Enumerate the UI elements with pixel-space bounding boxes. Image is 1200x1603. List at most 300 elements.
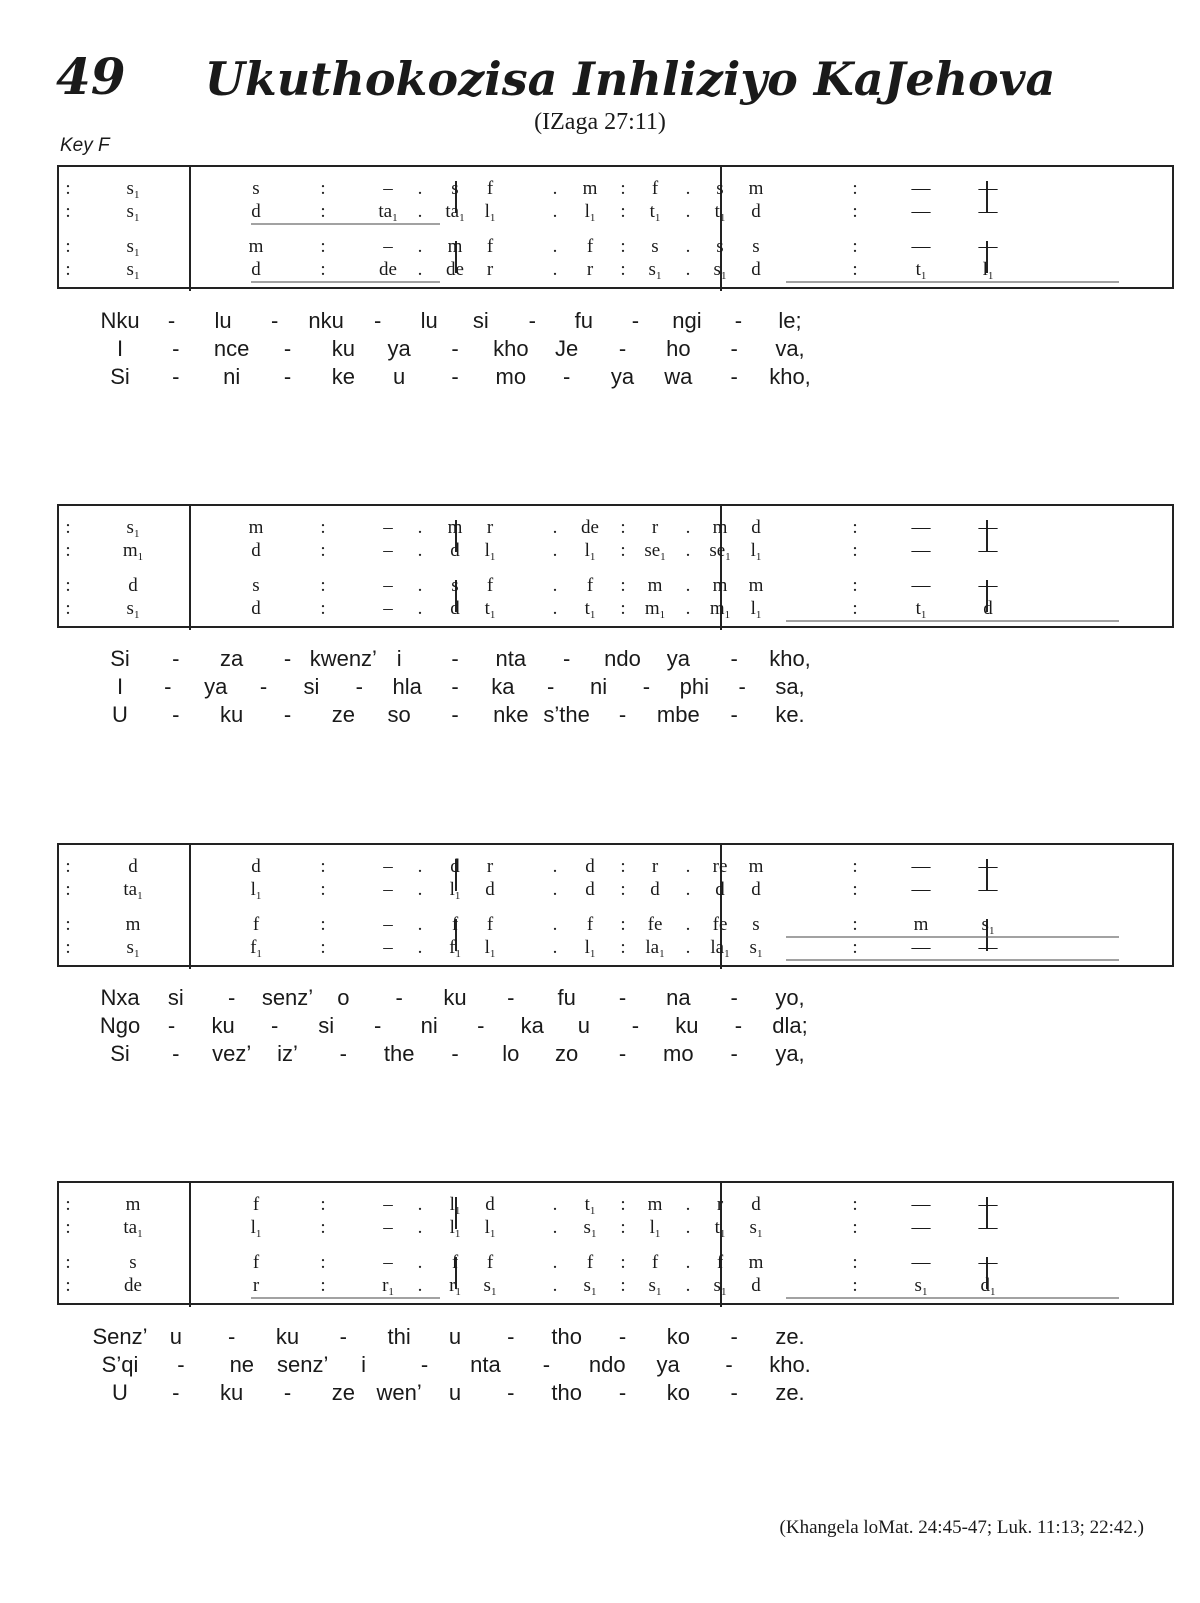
- lyric-syllable: phi: [679, 674, 709, 699]
- measure-colon: :: [65, 540, 71, 561]
- note-token: —: [978, 517, 998, 538]
- lyric-hyphen: -: [547, 674, 555, 699]
- note-token: :: [852, 1275, 858, 1296]
- lyric-hyphen: -: [542, 1352, 551, 1377]
- note-token: fe: [647, 914, 663, 935]
- note-token: $l_1$: [449, 1217, 461, 1240]
- note-token: :: [620, 1217, 626, 1238]
- note-token: —: [911, 575, 931, 596]
- lyric-syllable: le;: [778, 308, 802, 333]
- note-token: m: [125, 914, 141, 935]
- lyric-syllable: Nku: [100, 308, 140, 333]
- lyric-hyphen: -: [730, 1041, 738, 1066]
- note-token: :: [320, 937, 326, 958]
- note-token: :: [620, 236, 626, 257]
- music-system-3: [57, 843, 1174, 967]
- lyric-hyphen: -: [451, 674, 459, 699]
- lyric-syllable: ze.: [775, 1380, 805, 1405]
- note-token: :: [852, 517, 858, 538]
- note-token: f: [586, 236, 594, 257]
- note-token: —: [911, 236, 931, 257]
- note-token: r: [651, 517, 659, 538]
- note-token: $l_1$: [449, 879, 461, 902]
- note-token: $t_1$: [649, 201, 661, 224]
- note-token: $m_1$: [644, 598, 666, 621]
- lyric-line: [0, 648, 1200, 676]
- lyric-hyphen: -: [730, 1380, 738, 1405]
- lyric-syllable: ku: [220, 1380, 244, 1405]
- lyric-hyphen: -: [618, 702, 627, 727]
- lyric-syllable: yo,: [775, 985, 805, 1010]
- note-token: $ta_1$: [378, 201, 398, 224]
- lyric-syllable: ze: [331, 702, 355, 727]
- note-token: s: [451, 178, 459, 199]
- lyric-syllable: ni: [590, 674, 608, 699]
- lyric-syllable: zo: [555, 1041, 579, 1066]
- note-token: :: [852, 856, 858, 877]
- note-token: –: [383, 1252, 393, 1273]
- note-token: m: [712, 517, 728, 538]
- lyric-syllable: Si: [110, 646, 130, 671]
- note-token: $t_1$: [915, 598, 927, 621]
- note-token: $t_1$: [484, 598, 496, 621]
- lyric-syllable: ka: [520, 1013, 544, 1038]
- lyric-syllable: ko: [666, 1324, 690, 1349]
- lyric-syllable: ka: [491, 674, 515, 699]
- lyric-hyphen: -: [172, 1041, 180, 1066]
- note-token: f: [486, 575, 494, 596]
- note-token: :: [320, 879, 326, 900]
- note-token: $ta_1$: [123, 1217, 143, 1240]
- note-token: $s_1$: [749, 937, 763, 960]
- note-token: $r_1$: [382, 1275, 394, 1298]
- note-token: .: [417, 879, 423, 900]
- lyric-hyphen: -: [227, 985, 236, 1010]
- note-token: $f_1$: [250, 937, 262, 960]
- lyric-syllable: mbe: [656, 702, 700, 727]
- note-token: —: [978, 236, 998, 257]
- note-token: :: [852, 201, 858, 222]
- lyric-syllable: i: [361, 1352, 367, 1377]
- lyric-syllable: senz’: [277, 1352, 329, 1377]
- lyric-syllable: ke: [331, 364, 355, 389]
- note-token: $s_1$: [981, 914, 995, 937]
- note-token: r: [486, 517, 494, 538]
- lyric-syllable: fu: [574, 308, 594, 333]
- note-token: d: [585, 856, 595, 877]
- note-token: :: [620, 178, 626, 199]
- note-token: :: [320, 598, 326, 619]
- note-token: :: [852, 236, 858, 257]
- note-token: $s_1$: [126, 178, 140, 201]
- note-token: f: [451, 1252, 459, 1273]
- lyric-hyphen: -: [172, 702, 180, 727]
- measure-colon: :: [65, 914, 71, 935]
- note-token: :: [620, 1252, 626, 1273]
- note-token: s: [716, 236, 724, 257]
- note-token: .: [685, 879, 691, 900]
- note-token: d: [485, 1194, 495, 1215]
- lyric-syllable: tho: [551, 1324, 582, 1349]
- note-token: d: [715, 879, 725, 900]
- lyric-syllable: lo: [502, 1041, 520, 1066]
- note-token: m: [447, 517, 463, 538]
- note-token: –: [383, 1194, 393, 1215]
- lyric-syllable: fu: [557, 985, 576, 1010]
- lyric-syllable: hla: [392, 674, 422, 699]
- note-token: $l_1$: [584, 540, 596, 563]
- note-token: .: [552, 937, 558, 958]
- note-token: s: [651, 236, 659, 257]
- note-token: :: [320, 178, 326, 199]
- note-token: $s_1$: [749, 1217, 763, 1240]
- lyrics-block-1: [0, 310, 1200, 406]
- lyric-hyphen: -: [420, 1352, 429, 1377]
- lyric-hyphen: -: [283, 1380, 292, 1405]
- lyric-syllable: ya: [666, 646, 690, 671]
- lyric-syllable: mo: [663, 1041, 694, 1066]
- note-token: —: [978, 1194, 998, 1215]
- note-token: :: [320, 575, 326, 596]
- note-token: —: [978, 1217, 998, 1238]
- note-token: .: [417, 178, 423, 199]
- lyric-syllable: ni: [223, 364, 241, 389]
- lyric-hyphen: -: [507, 1380, 515, 1405]
- note-token: m: [712, 575, 728, 596]
- note-token: .: [552, 1217, 558, 1238]
- note-token: $ta_1$: [445, 201, 465, 224]
- lyric-syllable: va,: [775, 336, 805, 361]
- lyric-hyphen: -: [725, 1352, 733, 1377]
- note-token: :: [852, 575, 858, 596]
- lyric-syllable: lu: [420, 308, 438, 333]
- note-token: r: [651, 856, 659, 877]
- lyric-syllable: ne: [229, 1352, 255, 1377]
- lyric-line: [0, 338, 1200, 366]
- note-token: :: [320, 914, 326, 935]
- lyric-syllable: Si: [110, 364, 130, 389]
- lyric-syllable: nku: [308, 308, 344, 333]
- note-token: .: [685, 856, 691, 877]
- note-token: f: [486, 914, 494, 935]
- note-token: .: [685, 937, 691, 958]
- note-token: $m_1$: [709, 598, 731, 621]
- note-token: f: [486, 178, 494, 199]
- lyric-hyphen: -: [738, 674, 746, 699]
- note-token: .: [552, 856, 558, 877]
- note-token: f: [451, 914, 459, 935]
- lyric-syllable: u: [448, 1324, 462, 1349]
- note-token: d: [983, 598, 993, 619]
- lyric-syllable: ku: [275, 1324, 300, 1349]
- measure-colon: :: [65, 1252, 71, 1273]
- note-token: $s_1$: [126, 598, 140, 621]
- note-token: d: [751, 517, 761, 538]
- note-token: f: [716, 1252, 724, 1273]
- note-token: $s_1$: [483, 1275, 497, 1298]
- note-token: $t_1$: [584, 1194, 596, 1217]
- note-token: .: [552, 259, 558, 280]
- note-token: :: [852, 1252, 858, 1273]
- note-token: :: [620, 575, 626, 596]
- note-token: .: [417, 598, 423, 619]
- note-token: —: [978, 879, 998, 900]
- note-token: d: [251, 259, 261, 280]
- lyric-hyphen: -: [734, 308, 743, 333]
- note-token: $l_1$: [982, 259, 994, 282]
- note-token: re: [712, 856, 728, 877]
- note-token: .: [417, 914, 423, 935]
- note-token: –: [383, 517, 393, 538]
- note-token: .: [417, 517, 423, 538]
- lyric-syllable: kho: [493, 336, 529, 361]
- lyric-hyphen: -: [618, 1380, 627, 1405]
- measure-colon: :: [65, 575, 71, 596]
- lyric-hyphen: -: [730, 336, 738, 361]
- note-token: .: [685, 201, 691, 222]
- lyric-syllable: iz’: [277, 1041, 298, 1066]
- note-token: d: [450, 598, 460, 619]
- note-token: —: [911, 201, 931, 222]
- note-token: :: [320, 201, 326, 222]
- lyric-syllable: S’qi: [101, 1352, 139, 1377]
- note-token: .: [417, 236, 423, 257]
- note-token: :: [620, 201, 626, 222]
- note-token: f: [651, 1252, 659, 1273]
- measure-colon: :: [65, 856, 71, 877]
- song-number: 49: [56, 47, 126, 106]
- lyric-syllable: na: [666, 985, 691, 1010]
- lyric-syllable: ni: [420, 1013, 438, 1038]
- note-token: –: [383, 598, 393, 619]
- lyric-hyphen: -: [451, 1041, 459, 1066]
- lyric-hyphen: -: [618, 1041, 627, 1066]
- lyric-line: [0, 310, 1200, 338]
- note-token: .: [552, 914, 558, 935]
- lyric-hyphen: -: [172, 1380, 180, 1405]
- lyric-syllable: nce: [213, 336, 250, 361]
- lyric-hyphen: -: [227, 1324, 236, 1349]
- note-token: $l_1$: [584, 937, 596, 960]
- note-token: d: [251, 540, 261, 561]
- note-token: f: [252, 1194, 260, 1215]
- note-token: $l_1$: [484, 201, 496, 224]
- note-token: $se_1$: [709, 540, 731, 563]
- note-token: :: [852, 1194, 858, 1215]
- song-title: Ukuthokozisa Inhliziyo KaJehova: [204, 52, 1056, 106]
- note-token: :: [852, 914, 858, 935]
- note-token: de: [446, 259, 464, 280]
- note-token: r: [486, 259, 494, 280]
- lyric-syllable: ndo: [604, 646, 641, 671]
- lyric-syllable: ya: [204, 674, 228, 699]
- note-token: $s_1$: [648, 259, 662, 282]
- note-token: $l_1$: [484, 937, 496, 960]
- note-token: .: [552, 178, 558, 199]
- note-token: .: [685, 575, 691, 596]
- note-token: d: [450, 540, 460, 561]
- lyric-hyphen: -: [642, 674, 651, 699]
- note-token: –: [383, 178, 393, 199]
- note-token: .: [417, 1275, 423, 1296]
- note-token: :: [620, 937, 626, 958]
- note-token: .: [552, 1275, 558, 1296]
- note-token: m: [748, 1252, 764, 1273]
- note-token: .: [685, 1194, 691, 1215]
- note-token: f: [586, 575, 594, 596]
- lyric-syllable: ze: [331, 1380, 355, 1405]
- lyric-syllable: vez’: [212, 1041, 252, 1066]
- lyric-syllable: wa: [664, 364, 693, 389]
- note-token: :: [620, 1194, 626, 1215]
- note-token: $t_1$: [584, 598, 596, 621]
- lyric-hyphen: -: [339, 1324, 347, 1349]
- note-token: .: [552, 540, 558, 561]
- note-token: —: [978, 201, 998, 222]
- lyric-syllable: kwenz’: [309, 646, 377, 671]
- lyric-syllable: mo: [495, 364, 527, 389]
- lyric-syllable: ku: [443, 985, 467, 1010]
- lyric-line: [0, 1326, 1200, 1354]
- lyric-syllable: si: [472, 308, 489, 333]
- lyrics-block-4: [0, 1326, 1200, 1422]
- note-token: r: [586, 259, 594, 280]
- note-token: :: [320, 1275, 326, 1296]
- note-token: .: [685, 540, 691, 561]
- lyric-syllable: ku: [675, 1013, 699, 1038]
- lyric-hyphen: -: [283, 336, 292, 361]
- measure-colon: :: [65, 1275, 71, 1296]
- note-token: m: [582, 178, 598, 199]
- lyric-hyphen: -: [451, 364, 459, 389]
- lyric-syllable: I: [116, 336, 124, 361]
- lyric-hyphen: -: [730, 364, 738, 389]
- lyric-hyphen: -: [730, 985, 738, 1010]
- note-token: :: [320, 259, 326, 280]
- lyric-syllable: Je: [555, 336, 579, 361]
- lyric-hyphen: -: [259, 674, 268, 699]
- note-token: m: [647, 1194, 663, 1215]
- lyric-hyphen: -: [164, 674, 172, 699]
- note-token: $s_1$: [126, 517, 140, 540]
- note-token: $r_1$: [449, 1275, 461, 1298]
- note-token: :: [620, 598, 626, 619]
- lyric-hyphen: -: [730, 1324, 738, 1349]
- lyric-hyphen: -: [618, 985, 627, 1010]
- note-token: :: [320, 1194, 326, 1215]
- lyrics-block-2: [0, 648, 1200, 744]
- note-token: f: [252, 1252, 260, 1273]
- lyric-hyphen: -: [172, 364, 180, 389]
- lyric-hyphen: -: [730, 646, 738, 671]
- note-token: d: [751, 259, 761, 280]
- note-token: d: [585, 879, 595, 900]
- note-token: –: [383, 236, 393, 257]
- note-token: —: [911, 937, 931, 958]
- lyric-syllable: si: [303, 674, 320, 699]
- note-token: :: [852, 540, 858, 561]
- staff-lines: [59, 167, 1176, 291]
- lyric-hyphen: -: [172, 646, 180, 671]
- note-token: –: [383, 1217, 393, 1238]
- lyric-line: [0, 676, 1200, 704]
- music-system-2: [57, 504, 1174, 628]
- note-token: :: [620, 856, 626, 877]
- lyric-syllable: U: [112, 1380, 128, 1405]
- note-token: .: [552, 879, 558, 900]
- note-token: –: [383, 937, 393, 958]
- measure-colon: :: [65, 1217, 71, 1238]
- lyric-hyphen: -: [283, 702, 292, 727]
- lyric-line: [0, 1015, 1200, 1043]
- lyric-syllable: ho: [666, 336, 691, 361]
- note-token: :: [320, 236, 326, 257]
- note-token: .: [685, 1275, 691, 1296]
- note-token: .: [417, 201, 423, 222]
- lyric-syllable: ya,: [775, 1041, 805, 1066]
- note-token: .: [685, 517, 691, 538]
- lyric-syllable: Senz’: [92, 1324, 148, 1349]
- note-token: $s_1$: [126, 236, 140, 259]
- lyric-syllable: ku: [220, 702, 244, 727]
- note-token: $s_1$: [713, 1275, 727, 1298]
- lyric-syllable: u: [393, 364, 406, 389]
- note-token: de: [379, 259, 397, 280]
- lyrics-block-3: [0, 987, 1200, 1083]
- note-token: $ta_1$: [123, 879, 143, 902]
- note-token: r: [252, 1275, 260, 1296]
- lyric-syllable: ke.: [775, 702, 805, 727]
- lyric-hyphen: -: [507, 985, 515, 1010]
- lyric-syllable: u: [577, 1013, 590, 1038]
- note-token: d: [251, 856, 261, 877]
- note-token: $s_1$: [583, 1217, 597, 1240]
- note-token: f: [651, 178, 659, 199]
- note-token: $l_1$: [250, 1217, 262, 1240]
- lyric-hyphen: -: [562, 646, 571, 671]
- note-token: $la_1$: [645, 937, 665, 960]
- lyric-syllable: kho.: [769, 1352, 811, 1377]
- lyric-hyphen: -: [528, 308, 536, 333]
- note-token: –: [383, 879, 393, 900]
- note-token: –: [383, 856, 393, 877]
- note-token: —: [978, 178, 998, 199]
- lyric-hyphen: -: [270, 308, 279, 333]
- note-token: —: [978, 575, 998, 596]
- lyric-line: [0, 1382, 1200, 1410]
- note-token: :: [320, 517, 326, 538]
- lyric-syllable: the: [383, 1041, 415, 1066]
- note-token: —: [911, 540, 931, 561]
- lyric-syllable: nta: [470, 1352, 501, 1377]
- note-token: $s_1$: [126, 201, 140, 224]
- note-token: .: [552, 1194, 558, 1215]
- note-token: –: [383, 914, 393, 935]
- lyric-hyphen: -: [730, 702, 738, 727]
- note-token: —: [911, 856, 931, 877]
- note-token: .: [685, 236, 691, 257]
- note-token: m: [447, 236, 463, 257]
- lyric-syllable: ya: [610, 364, 635, 389]
- note-token: m: [248, 236, 264, 257]
- lyric-syllable: ya: [387, 336, 411, 361]
- note-token: $m_1$: [122, 540, 144, 563]
- note-token: .: [417, 259, 423, 280]
- note-token: :: [320, 1217, 326, 1238]
- lyric-syllable: o: [337, 985, 350, 1010]
- note-token: $s_1$: [126, 937, 140, 960]
- note-token: d: [751, 201, 761, 222]
